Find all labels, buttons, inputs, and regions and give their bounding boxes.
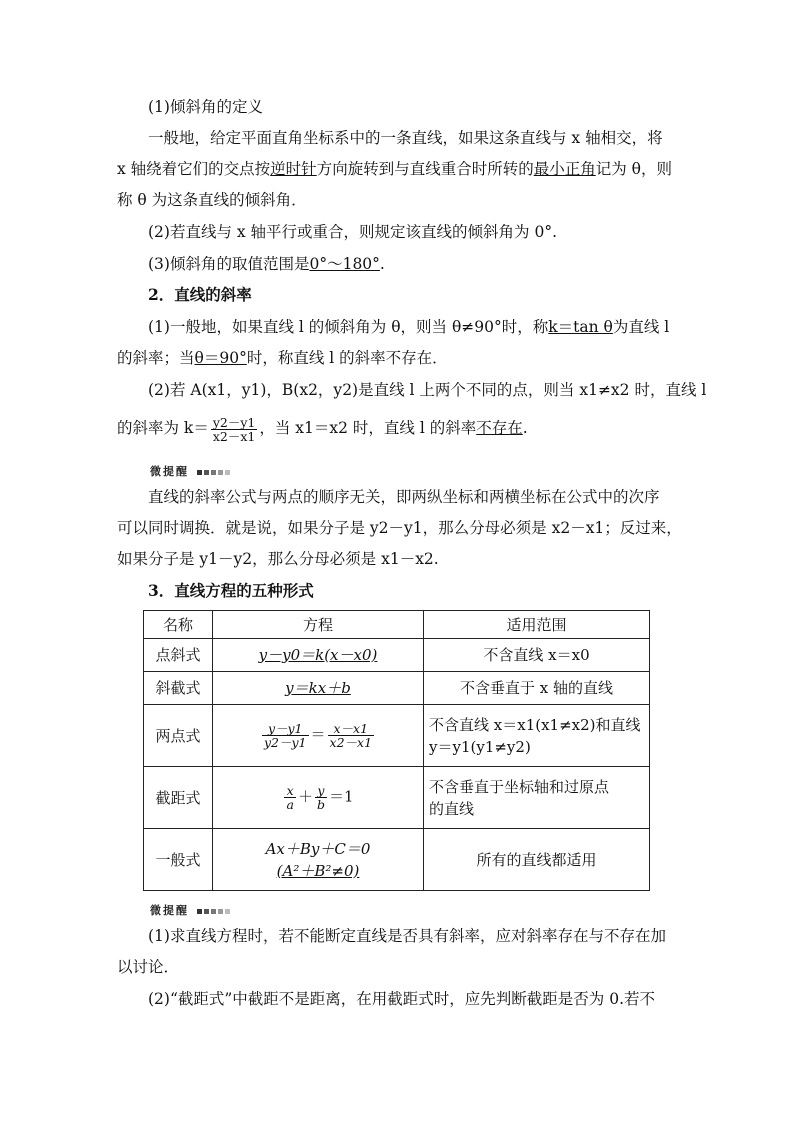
tip1-line-3: 如果分子是 y1－y2，那么分母必须是 x1－x2. [117,550,439,568]
row-range: 不含垂直于坐标轴和过原点 的直线 [424,767,650,829]
answer-min-positive-angle: 最小正角 [533,160,596,178]
def-text-line-1: 一般地，给定平面直角坐标系中的一条直线，如果这条直线与 x 轴相交，将 [148,129,663,147]
answer-tan-formula: k＝tan θ [548,318,613,336]
answer-90-degrees: θ＝90° [194,349,247,367]
slope-text-line-3: (2)若 A(x1，y1)，B(x2，y2)是直线 l 上两个不同的点，则当 x1≠x2 时，直线 l [148,381,707,399]
tip-square-icon [204,470,209,475]
header-range: 适用范围 [424,611,650,639]
table-row [144,705,650,767]
horizontal-rule-text: (2)若直线与 x 轴平行或重合，则规定该直线的倾斜角为 0°. [148,223,558,241]
row-name: 一般式 [144,829,213,891]
row-equation: Ax＋By＋C＝0 (A²＋B²≠0) [213,829,424,891]
tip-square-icon [211,909,216,914]
slope-text-line-2: 的斜率；当θ＝90°时，称直线 l 的斜率不存在． [117,349,448,367]
row-equation: y－y0＝k(x－x0) [213,639,424,672]
row-range: 所有的直线都适用 [424,829,650,891]
answer-counterclockwise: 逆时针 [270,160,317,178]
row-range: 不含直线 x＝x1(x1≠x2)和直线 y＝y1(y1≠y2) [424,705,650,767]
tip-square-icon [225,470,230,475]
five-forms-heading: 3．直线方程的五种形式 [148,581,314,600]
slope-formula-line: 的斜率为 k＝ $\frac{y2-y1}{x2-x1}$ ，当 x1＝x2 时，直线 l 的斜率不存在. [117,414,528,444]
line-equation-table [143,610,650,891]
tip-label-1: 微提醒 [150,463,230,479]
row-range: 不含直线 x＝x0 [424,639,650,672]
def-text-line-3: 称 θ 为这条直线的倾斜角． [117,191,307,209]
angle-range-text: (3)倾斜角的取值范围是0°～180°. [148,255,385,273]
table-header-row [144,611,650,639]
slope-fraction: $\frac{y2-y1}{x2-x1}$ [212,414,256,444]
tip-label-2: 微提醒 [150,902,230,918]
slope-text-line-1: (1)一般地，如果直线 l 的倾斜角为 θ，则当 θ≠90°时，称k＝tan θ为直线 l [148,318,670,336]
tip2-line-2: 以讨论． [117,958,180,976]
header-equation: 方程 [213,611,424,639]
table-row [144,672,650,705]
tip-square-icon [218,470,223,475]
tip-square-icon [197,470,202,475]
table-row [144,639,650,672]
row-equation: $\frac{x}{a}$ ＋ $\frac{y}{b}$ ＝1 [213,767,424,829]
row-range: 不含垂直于 x 轴的直线 [424,672,650,705]
row-name: 斜截式 [144,672,213,705]
header-name: 名称 [144,611,213,639]
tip-square-icon [197,909,202,914]
tip-square-icon [211,470,216,475]
tip-square-icon [225,909,230,914]
tip2-line-1: (1)求直线方程时，若不能断定直线是否具有斜率，应对斜率存在与不存在加 [148,927,666,945]
tip-square-icon [204,909,209,914]
row-name: 截距式 [144,767,213,829]
slope-heading: 2．直线的斜率 [148,285,252,304]
answer-angle-range: 0°～180° [309,255,380,273]
tip1-line-2: 可以同时调换．就是说，如果分子是 y2－y1，那么分母必须是 x2－x1；反过来， [117,519,682,537]
row-name: 两点式 [144,705,213,767]
row-equation: $\frac{y-y1}{y2-y1}$ ＝ $\frac{x-x1}{x2-x1}$ [213,705,424,767]
table-row [144,829,650,891]
row-equation: y＝kx＋b [213,672,424,705]
tip1-line-1: 直线的斜率公式与两点的顺序无关，即两纵坐标和两横坐标在公式中的次序 [148,488,660,506]
def-text-line-2: x 轴绕着它们的交点按逆时针方向旋转到与直线重合时所转的最小正角记为 θ，则 [117,160,672,178]
tip-square-icon [218,909,223,914]
def-heading: (1)倾斜角的定义 [148,98,263,116]
table-row [144,767,650,829]
answer-not-exist: 不存在 [476,419,523,437]
row-name: 点斜式 [144,639,213,672]
tip2-line-3: (2)“截距式”中截距不是距离，在用截距式时，应先判断截距是否为 0.若不 [148,990,656,1008]
